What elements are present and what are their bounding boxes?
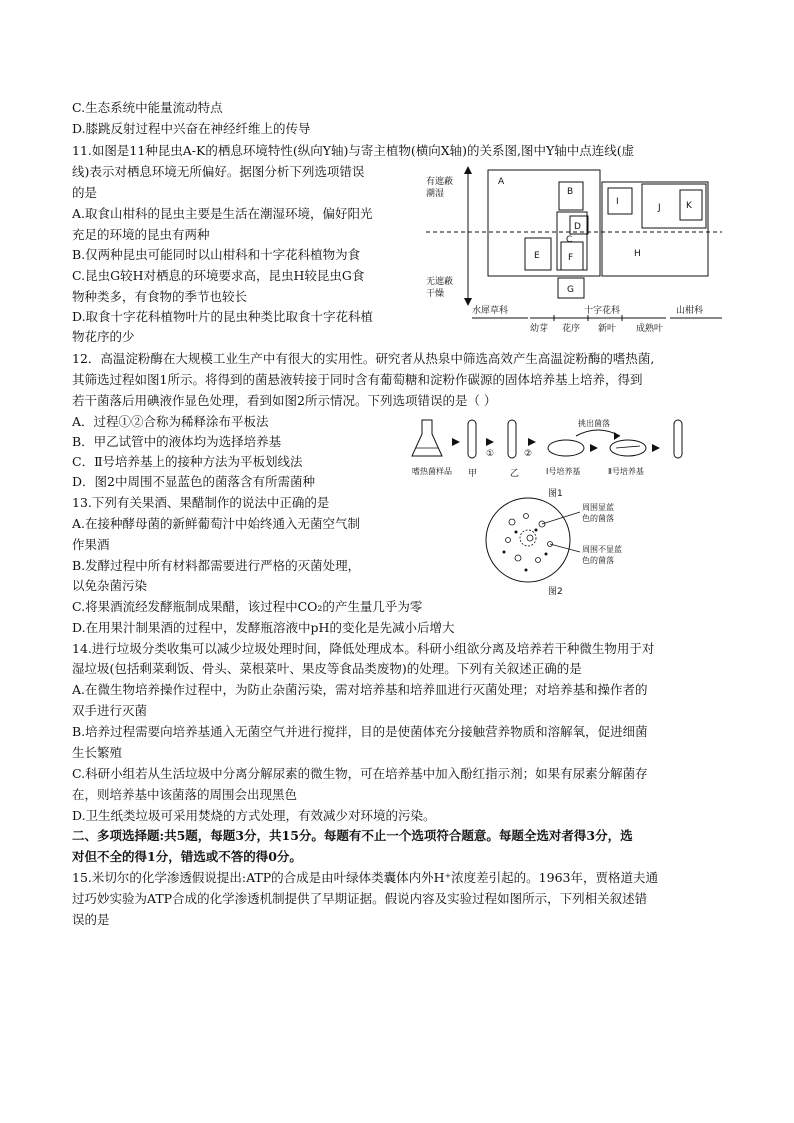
text-line: 湿垃圾(包括剩菜剩饭、骨头、菜根菜叶、果皮等食品类废物)的处理。下列有关叙述正确的是 [72, 661, 582, 676]
text-line: 线)表示对栖息环境无所偏好。据图分析下列选项错误 [72, 164, 365, 179]
figure-caption: 图2 [548, 587, 563, 597]
text-line: C.科研小组若从生活垃圾中分离分解尿素的微生物，可在培养基中加入酚红指示剂；如果有尿素分解菌存 [72, 766, 648, 781]
y-top-label: 潮湿 [426, 189, 445, 199]
x-group-label: 十字花科 [584, 306, 621, 316]
insect-habitat-figure [418, 164, 728, 336]
text-line: D．图2中周围不显蓝色的菌落含有所需菌种 [72, 474, 315, 489]
text-line: A.取食山柑科的昆虫主要是生活在潮湿环境，偏好阳光 [72, 206, 373, 221]
label-F: F [568, 253, 574, 263]
arrow-right-icon [528, 438, 536, 446]
text-line: 若干菌落后用碘液作显色处理，看到如图2所示情况。下列选项错误的是（ ） [72, 393, 497, 408]
x-sub-label: 幼芽 [530, 324, 549, 334]
plate-label: Ⅰ号培养基 [546, 467, 581, 476]
tube-icon [508, 420, 516, 458]
x-sub-label: 新叶 [598, 324, 617, 334]
text-line: C.昆虫G较H对栖息的环境要求高，昆虫H较昆虫G食 [72, 268, 365, 283]
flask-icon [412, 420, 442, 456]
text-line: 物花序的少 [72, 329, 135, 344]
label-B: B [567, 187, 574, 197]
text-line: B．甲乙试管中的液体均为选择培养基 [72, 434, 282, 449]
label-J: J [658, 203, 661, 213]
legend-blue: 色的菌落 [582, 514, 614, 523]
arrow-right-icon [452, 438, 460, 446]
tube-label: 乙 [510, 469, 520, 479]
text-line: 误的是 [72, 912, 110, 927]
text-line: 的是 [72, 185, 98, 200]
label-E: E [534, 251, 540, 261]
x-group-label: 水犀草科 [472, 306, 509, 316]
text-line: B.培养过程需要向培养基通入无菌空气并进行搅拌，目的是使菌体充分接触营养物质和溶解氧，促进细菌 [72, 724, 648, 739]
sample-label: 嗜热菌样品 [412, 467, 452, 476]
label-K: K [686, 201, 692, 211]
tube-icon [674, 420, 682, 458]
text-line: 11.如图是11种昆虫A-K的栖息环境特性(纵向Y轴)与寄主植物(横向X轴)的关系图,图中Y轴中点连线(虚 [72, 143, 635, 158]
text-line: 其筛选过程如图1所示。将得到的菌悬液转接于同时含有葡萄糖和淀粉作碳源的固体培养基上培养，得到 [72, 372, 643, 387]
text-line: A．过程①②合称为稀释涂布平板法 [72, 414, 269, 429]
figure-caption: 图1 [548, 489, 563, 499]
arrow-up-icon [464, 166, 472, 174]
tube-label: 甲 [468, 469, 478, 479]
plate-label: Ⅱ号培养基 [608, 467, 644, 476]
label-I: I [616, 197, 619, 207]
text-line: 双手进行灭菌 [72, 703, 148, 718]
arrow-right-icon [614, 432, 620, 440]
arrow-right-icon [486, 438, 494, 446]
text-line: A.在微生物培养操作过程中，为防止杂菌污染，需对培养基和培养皿进行灭菌处理；对培养基和操作者的 [72, 682, 648, 697]
label-C: C [566, 235, 573, 245]
x-sub-label: 成熟叶 [636, 324, 664, 334]
text-line: 12．高温淀粉酶在大规模工业生产中有很大的实用性。研究者从热泉中筛选高效产生高温淀粉酶的嗜热菌, [72, 351, 655, 366]
plate-icon [610, 440, 646, 456]
text-line: 过巧妙实验为ATP合成的化学渗透机制提供了早期证据。假说内容及实验过程如图所示，下列相关叙述错 [72, 891, 648, 906]
text-line: 在，则培养基中该菌落的周围会出现黑色 [72, 787, 298, 802]
x-group-label: 山柑科 [676, 306, 704, 316]
y-top-label: 有遮蔽 [426, 177, 454, 187]
section-heading: 二、多项选择题:共5题，每题3分，共15分。每题有不止一个选项符合题意。每题全选对者得3分，选 [72, 828, 633, 843]
label-D: D [574, 222, 581, 232]
section-heading: 对但不全的得1分，错选或不答的得0分。 [72, 849, 302, 864]
screening-figure [408, 412, 708, 602]
text-line: C.将果酒流经发酵瓶制成果醋，该过程中CO₂的产生量几乎为零 [72, 599, 423, 614]
text-line: 生长繁殖 [72, 745, 123, 760]
text-line: D.卫生纸类垃圾可采用焚烧的方式处理，有效减少对环境的污染。 [72, 808, 436, 823]
text-line: A.在接种酵母菌的新鲜葡萄汁中始终通入无菌空气制 [72, 516, 361, 531]
text-line: D.在用果汁制果酒的过程中，发酵瓶溶液中pH的变化是先减小后增大 [72, 620, 455, 635]
tube-icon [468, 420, 476, 458]
step-label: ② [524, 449, 533, 459]
label-G: G [567, 285, 574, 295]
text-line: 13.下列有关果酒、果醋制作的说法中正确的是 [72, 495, 330, 510]
text-line: 物种类多，有食物的季节也较长 [72, 289, 248, 304]
text-line: 14.进行垃圾分类收集可以减少垃圾处理时间，降低处理成本。科研小组欲分离及培养若干种微生物用于对 [72, 641, 655, 656]
text-line: 以免杂菌污染 [72, 578, 148, 593]
text-line: D.取食十字花科植物叶片的昆虫种类比取食十字花科植 [72, 309, 374, 324]
box-I [608, 188, 632, 214]
box-J [642, 184, 706, 228]
text-line: C．Ⅱ号培养基上的接种方法为平板划线法 [72, 454, 303, 469]
legend-noblue: 色的菌落 [582, 556, 614, 565]
legend-noblue: 周围不显蓝 [582, 545, 622, 554]
x-sub-label: 花序 [562, 324, 581, 334]
text-line: B.仅两种昆虫可能同时以山柑科和十字花科植物为食 [72, 247, 361, 262]
arrow-right-icon [652, 444, 660, 452]
y-bottom-label: 干燥 [426, 289, 445, 299]
plate-icon [548, 440, 584, 456]
pick-label: 挑出菌落 [578, 419, 610, 428]
arrow-right-icon [590, 444, 598, 452]
legend-blue: 周围显蓝 [582, 503, 614, 512]
text-line: C.生态系统中能量流动特点 [72, 100, 223, 115]
step-label: ① [486, 449, 495, 459]
text-line: 作果酒 [72, 537, 110, 552]
text-line: 充足的环境的昆虫有两种 [72, 227, 210, 242]
arrow-down-icon [464, 298, 472, 306]
text-line: 15.米切尔的化学渗透假说提出:ATP的合成是由叶绿体类囊体内外H⁺浓度差引起的。1963年，贾格道夫通 [72, 870, 658, 885]
label-H: H [634, 249, 641, 259]
text-line: B.发酵过程中所有材料都需要进行严格的灭菌处理， [72, 558, 361, 573]
y-bottom-label: 无遮蔽 [426, 277, 454, 287]
text-line: D.膝跳反射过程中兴奋在神经纤维上的传导 [72, 121, 311, 136]
label-A: A [498, 177, 505, 187]
